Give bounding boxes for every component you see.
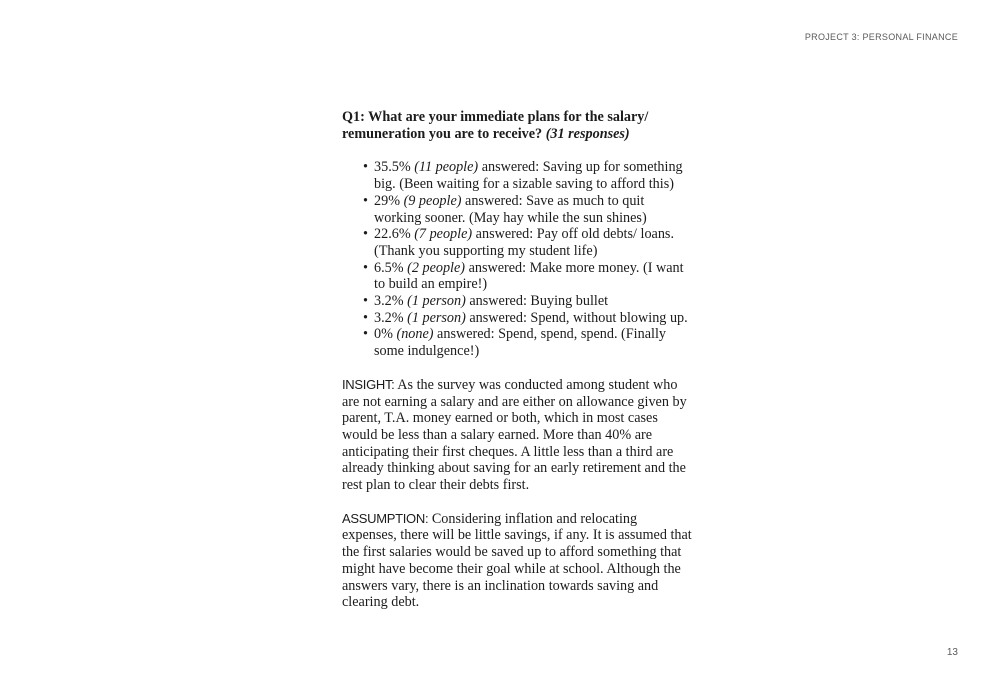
answer-text: answered: Spend, without blowing up. — [469, 309, 688, 326]
assumption-label: ASSUMPTION: — [342, 510, 429, 526]
answer-percent: 3.2% — [374, 309, 404, 326]
insight-label: INSIGHT: — [342, 376, 395, 392]
answer-item — [363, 193, 692, 226]
answer-text: answered: Pay off old debts/ loans. (Thank you supporting my student life) — [374, 226, 674, 259]
answer-people: (2 people) — [407, 259, 466, 276]
answer-percent: 22.6% — [374, 226, 411, 243]
answer-text: answered: Spend, spend, spend. (Finally some indulgence!) — [374, 326, 666, 360]
running-header: PROJECT 3: PERSONAL FINANCE — [804, 32, 958, 42]
answer-percent: 6.5% — [374, 259, 404, 276]
answer-people: (7 people) — [414, 226, 473, 243]
answer-people: (11 people) — [414, 159, 479, 176]
bullet-icon: • — [363, 293, 368, 310]
bullet-icon: • — [363, 192, 368, 209]
assumption-paragraph — [342, 511, 692, 611]
answer-text: answered: Save as much to quit working sooner. (May hay while the sun shines) — [374, 192, 647, 226]
answer-percent: 35.5% — [374, 159, 411, 176]
answer-text: answered: Make more money. (I want to build an empire!) — [374, 259, 684, 293]
answer-people: (none) — [396, 326, 434, 343]
insight-paragraph — [342, 377, 692, 494]
response-count: (31 responses) — [545, 125, 630, 142]
answer-percent: 29% — [374, 192, 401, 209]
answer-percent: 3.2% — [374, 293, 404, 310]
answer-text: answered: Buying bullet — [469, 293, 609, 310]
page-body — [342, 109, 692, 611]
page-number: 13 — [946, 647, 958, 658]
answer-item — [363, 310, 692, 327]
bullet-icon: • — [363, 226, 368, 243]
answer-people: (1 person) — [407, 309, 466, 326]
insight-text: As the survey was conducted among student who are not earning a salary and are either on allowance given by parent, T.A. money earned or both, which in most cases would be less than a salary earned. More than 40% are anticipating their first cheques. A little less than a third are already thinking about saving for an early retirement and the rest plan to clear their debts first. — [342, 376, 687, 494]
answer-people: (1 person) — [407, 293, 466, 310]
survey-question — [342, 109, 692, 142]
answer-item — [363, 226, 692, 259]
bullet-icon: • — [363, 326, 368, 343]
answer-people: (9 people) — [403, 192, 462, 209]
answer-percent: 0% — [374, 326, 393, 343]
answer-item — [363, 326, 692, 359]
answer-list — [342, 159, 692, 359]
bullet-icon: • — [363, 159, 368, 176]
question-text: Q1: What are your immediate plans for the salary/ remuneration you are to receive? — [342, 109, 649, 142]
assumption-text: Considering inflation and relocating expenses, there will be little savings, if any. It is assumed that the first salaries would be saved up to afford something that might have become their goal while at school. Although the answers vary, there is an inclination towards saving and clearing debt. — [342, 510, 692, 611]
answer-item — [363, 293, 692, 310]
answer-item — [363, 260, 692, 293]
bullet-icon: • — [363, 309, 368, 326]
answer-item — [363, 159, 692, 192]
answer-text: answered: Saving up for something big. (Been waiting for a sizable saving to afford this) — [374, 159, 683, 193]
bullet-icon: • — [363, 259, 368, 276]
